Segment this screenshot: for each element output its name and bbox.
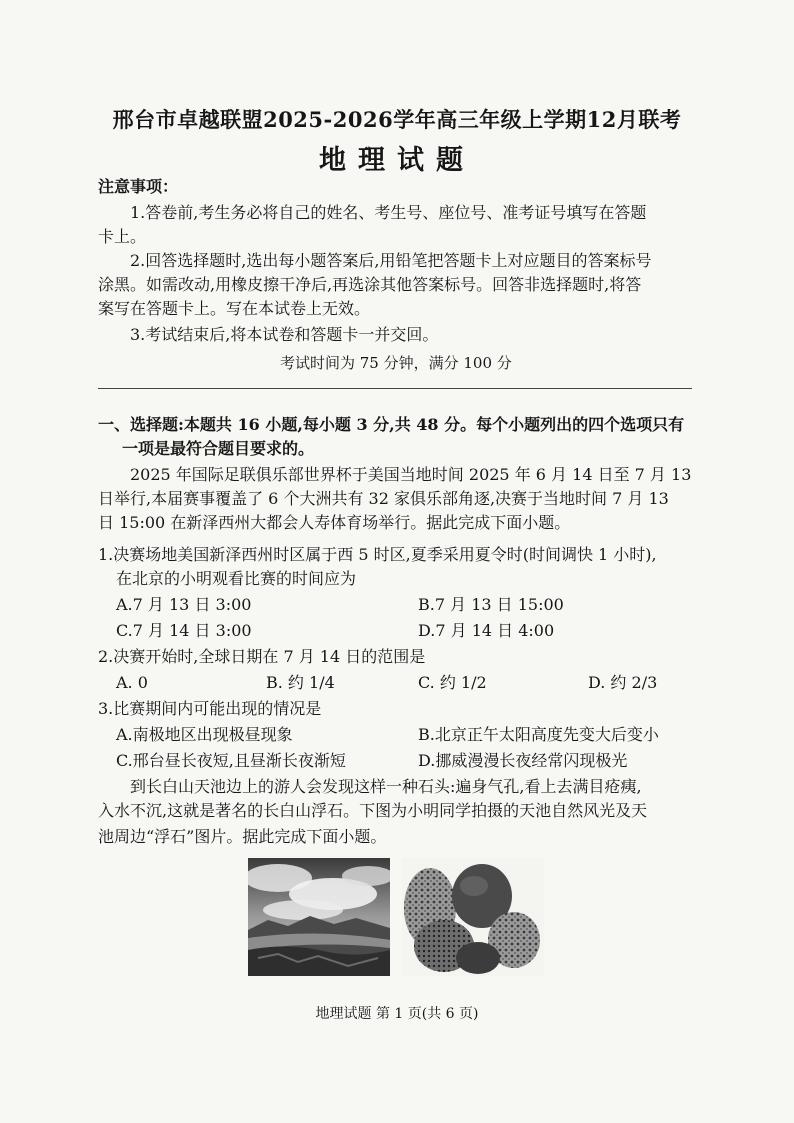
option-b: B.7 月 13 日 15:00 (418, 595, 564, 614)
option-c: C.7 月 14 日 3:00 (116, 621, 252, 640)
pumice-stones-photo (402, 858, 544, 976)
passage-line: 入水不沉,这就是著名的长白山浮石。下图为小明同学拍摄的天池自然风光及天 (98, 801, 648, 820)
page-footer: 地理试题 第 1 页(共 6 页) (315, 1006, 479, 1022)
option-c: C. 约 1/2 (418, 673, 487, 692)
option-a: A.7 月 13 日 3:00 (116, 595, 252, 614)
question-stem: 3.比赛期间内可能出现的情况是 (98, 699, 322, 718)
passage-line: 2025 年国际足联俱乐部世界杯于美国当地时间 2025 年 6 月 14 日至 7 月 13 (130, 465, 692, 484)
passage-line: 日 15:00 在新泽西州大都会人寿体育场举行。据此完成下面小题。 (98, 513, 571, 532)
notice-heading: 注意事项： (98, 177, 179, 196)
exam-info: 考试时间为 75 分钟，满分 100 分 (280, 354, 512, 372)
option-d: D.挪威漫漫长夜经常闪现极光 (418, 751, 628, 770)
option-a: A. 0 (116, 673, 148, 692)
question-stem: 在北京的小明观看比赛的时间应为 (116, 569, 357, 588)
notice-line: 涂黑。如需改动,用橡皮擦干净后,再选涂其他答案标号。回答非选择题时,将答 (98, 275, 642, 294)
tianchi-landscape-photo (248, 858, 390, 976)
notice-line: 卡上。 (98, 227, 147, 246)
notice-line: 3.考试结束后,将本试卷和答题卡一并交回。 (130, 325, 439, 344)
passage-line: 池周边“浮石”图片。据此完成下面小题。 (98, 827, 387, 846)
question-stem: 1.决赛场地美国新泽西州时区属于西 5 时区,夏季采用夏令时(时间调快 1 小时), (98, 545, 657, 564)
option-a: A.南极地区出现极昼现象 (116, 725, 293, 744)
section-heading: 一、选择题:本题共 16 小题,每小题 3 分,共 48 分。每个小题列出的四个选项只有 (98, 415, 685, 434)
divider (98, 388, 692, 389)
notice-line: 1.答卷前,考生务必将自己的姓名、考生号、座位号、准考证号填写在答题 (130, 203, 647, 222)
passage-line: 到长白山天池边上的游人会发现这样一种石头:遍身气孔,看上去满目疮痍, (130, 777, 642, 796)
notice-line: 案写在答题卡上。写在本试卷上无效。 (98, 299, 371, 318)
option-d: D.7 月 14 日 4:00 (418, 621, 555, 640)
option-d: D. 约 2/3 (588, 673, 658, 692)
exam-title: 邢台市卓越联盟2025-2026学年高三年级上学期12月联考 (112, 107, 682, 132)
option-b: B.北京正午太阳高度先变大后变小 (418, 725, 659, 744)
passage-line: 日举行,本届赛事覆盖了 6 个大洲共有 32 家俱乐部角逐,决赛于当地时间 7 月 13 (98, 489, 669, 508)
notice-line: 2.回答选择题时,选出每小题答案后,用铅笔把答题卡上对应题目的答案标号 (130, 251, 652, 270)
option-c: C.邢台昼长夜短,且昼渐长夜渐短 (116, 751, 346, 770)
option-b: B. 约 1/4 (266, 673, 335, 692)
section-heading: 一项是最符合题目要求的。 (122, 439, 315, 458)
question-stem: 2.决赛开始时,全球日期在 7 月 14 日的范围是 (98, 647, 426, 666)
subject-title: 地理试题 (319, 145, 475, 176)
